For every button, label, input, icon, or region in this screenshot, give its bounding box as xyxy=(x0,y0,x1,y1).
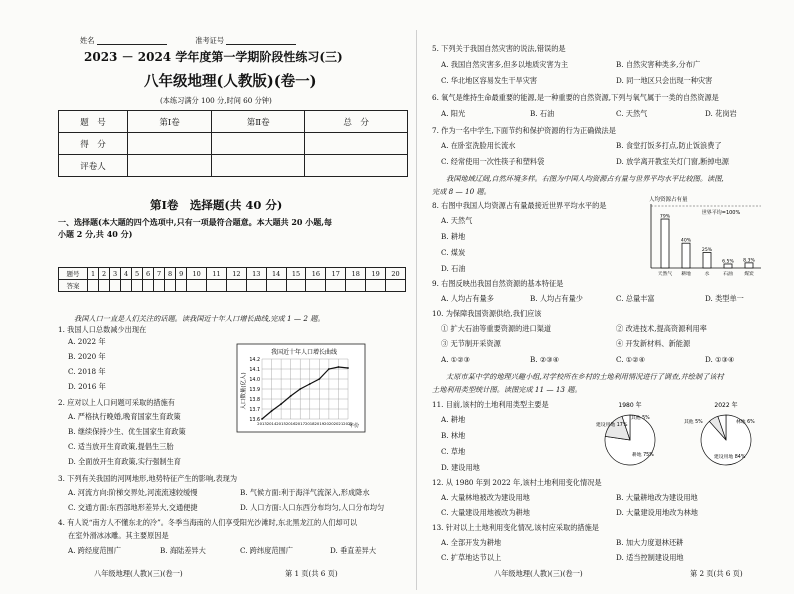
answer-grid-number: 6 xyxy=(143,268,154,280)
population-x-tick-label: 2021 xyxy=(333,421,344,426)
question-4-stem: 4. 有人说“南方人不懂东北的冷”。冬季当海南的人们享受阳光沙滩时,东北黑龙江的人们却可以 xyxy=(58,518,358,527)
answer-grid-number: 2 xyxy=(99,268,110,280)
question-6-stem: 6. 氧气是维持生命最重要的能源,是一种重要的自然资源,下列与氧气属于一类的自然资源是 xyxy=(432,93,719,102)
intro-q11-13-line2: 土地利用类型统计图。读图完成 11 — 13 题。 xyxy=(432,385,582,394)
pie-2022-label-construction: 建设用地 84% xyxy=(714,455,746,460)
answer-grid-cell[interactable] xyxy=(326,280,346,292)
answer-grid-number: 17 xyxy=(326,268,346,280)
pie-1980-label-other: 其他 5% xyxy=(631,416,650,421)
id-field[interactable] xyxy=(226,36,296,45)
q2-option-a[interactable]: A. 严格执行晚婚,晚育国家生育政策 xyxy=(68,412,181,421)
resource-bar-value-label: 8.3% xyxy=(743,258,755,264)
question-10-stem: 10. 为保障我国资源供给,我们应该 xyxy=(432,309,542,318)
score-row-label: 题 号 xyxy=(59,111,128,133)
question-3-stem: 3. 下列有关我国的河网地形,地势特征产生的影响,表现为 xyxy=(58,474,238,483)
header-fields xyxy=(80,36,296,45)
answer-grid-number: 1 xyxy=(88,268,99,280)
resource-chart xyxy=(643,192,763,280)
exam-title-line: 2023 － 2024 学年度第一学期阶段性练习(三) xyxy=(84,50,343,64)
population-y-tick-label: 13.6 xyxy=(249,417,260,423)
question-9-stem: 9. 右图反映出我国自然资源的基本特征是 xyxy=(432,279,564,288)
population-x-tick-label: 2017 xyxy=(295,421,306,426)
q13-option-d[interactable]: D. 适当控制建设用地 xyxy=(616,553,684,562)
q2-option-b[interactable]: B. 继续保持少生、优生国家生育政策 xyxy=(68,427,186,436)
answer-grid-number: 5 xyxy=(132,268,143,280)
section1-instructions: 一、选择题(本大题的四个选项中,只有一项最符合题意。本大题共 20 小题,每 xyxy=(58,217,333,227)
q10-choice-3: ③ 无节制开采资源 xyxy=(441,339,501,348)
population-point xyxy=(290,395,292,397)
answer-grid-number: 8 xyxy=(165,268,176,280)
answer-grid-cell[interactable] xyxy=(143,280,154,292)
q11-option-b[interactable]: B. 林地 xyxy=(441,431,466,440)
q10-option-c[interactable]: C. ①②④ xyxy=(616,355,646,364)
population-y-tick-label: 13.8 xyxy=(249,397,260,403)
question-1-stem: 1. 我国人口总数减少出现在 xyxy=(58,325,147,334)
exam-note: (本练习满分 100 分,时间 60 分钟) xyxy=(160,96,272,105)
footer-left: 八年级地理(人教)(三)(卷一) xyxy=(94,569,183,578)
score-cell[interactable] xyxy=(305,133,408,155)
answer-grid-label: 题号 xyxy=(59,268,88,280)
q13-option-c[interactable]: C. 扩草地达节以上 xyxy=(441,553,502,562)
q12-option-d[interactable]: D. 大量建设用地改为林地 xyxy=(616,508,698,517)
q12-option-a[interactable]: A. 大量林地被改为建设用地 xyxy=(441,493,530,502)
land-use-pies xyxy=(586,398,772,476)
population-point xyxy=(328,368,330,370)
q3-option-d[interactable]: D. 人口方面:人口东西分布均匀,人口分布均匀 xyxy=(240,503,385,512)
q5-option-a[interactable]: A. 我国自然灾害多,但多以地质灾害为主 xyxy=(441,60,569,69)
q2-option-c[interactable]: C. 适当放开生育政策,提倡生三胎 xyxy=(68,442,174,451)
q12-option-b[interactable]: B. 大量耕地改为建设用地 xyxy=(616,493,698,502)
q3-option-c[interactable]: C. 交通方面:东西部地形差异大,交通便捷 xyxy=(68,503,198,512)
question-12-stem: 12. 从 1980 年到 2022 年,该村土地利用变化情况是 xyxy=(432,478,602,487)
pie-2022-title: 2022 年 xyxy=(714,402,738,409)
score-row-label: 得 分 xyxy=(59,133,128,155)
q6-option-a[interactable]: A. 阳光 xyxy=(441,109,466,118)
score-cell[interactable] xyxy=(305,155,408,177)
footer-left-page: 第 1 页(共 6 页) xyxy=(285,569,338,578)
answer-grid-number: 10 xyxy=(187,268,207,280)
q1-option-d[interactable]: D. 2016 年 xyxy=(68,382,106,391)
intro-q11-13: 太原市某中学的地理兴趣小组,对学校所在乡村的土地利用情况进行了调查,并绘制了该村 xyxy=(446,372,724,381)
population-point xyxy=(271,410,273,412)
q6-option-d[interactable]: D. 花岗岩 xyxy=(705,109,737,118)
resource-category-label: 石油 xyxy=(723,272,733,277)
resource-bar xyxy=(745,263,753,268)
q3-option-b[interactable]: B. 气候方面:利于海洋气流深入,形成降水 xyxy=(240,488,370,497)
answer-grid-cell[interactable] xyxy=(266,280,286,292)
q11-option-d[interactable]: D. 建设用地 xyxy=(441,463,480,472)
answer-grid-cell[interactable] xyxy=(286,280,306,292)
score-cell[interactable] xyxy=(212,155,305,177)
q11-option-c[interactable]: C. 草地 xyxy=(441,447,466,456)
q10-choice-4: ④ 开发新材料、新能源 xyxy=(616,339,691,348)
pie-2022-label-other: 其他 5% xyxy=(684,420,703,425)
answer-grid-cell[interactable] xyxy=(366,280,386,292)
answer-grid-cell[interactable] xyxy=(386,280,406,292)
question-2-stem: 2. 应对以上人口问题可采取的措施有 xyxy=(58,398,175,407)
pie-1980-label-farmland: 耕地 75% xyxy=(632,453,654,458)
score-col-header: 第Ⅱ卷 xyxy=(212,111,305,133)
q5-option-b[interactable]: B. 自然灾害种类多,分布广 xyxy=(616,60,701,69)
population-point xyxy=(299,388,301,390)
q5-option-d[interactable]: D. 同一地区只会出现一种灾害 xyxy=(616,76,713,85)
resource-bar-value-label: 40% xyxy=(680,238,692,244)
answer-grid-number: 9 xyxy=(176,268,187,280)
resource-bar xyxy=(682,243,690,268)
pie-1980-title: 1980 年 xyxy=(618,402,642,409)
resource-category-label: 水 xyxy=(704,272,710,277)
answer-grid-number: 12 xyxy=(226,268,246,280)
q9-option-c[interactable]: C. 总量丰富 xyxy=(616,294,655,303)
answer-grid-cell[interactable] xyxy=(226,280,246,292)
answer-grid-cell[interactable] xyxy=(246,280,266,292)
intro-q8-10: 我国地域辽阔,自然环境多样。右图为中国人均资源占有量与世界平均水平比较图。读图, xyxy=(446,174,724,183)
q4-option-a[interactable]: A. 跨经度范围广 xyxy=(68,546,121,555)
pie-1980-label-construction: 建设用地 17% xyxy=(596,423,628,428)
resource-bar xyxy=(661,219,669,268)
resource-category-label: 煤炭 xyxy=(744,272,754,277)
resource-world-label: 世界平均=100% xyxy=(701,210,741,216)
answer-grid-number: 3 xyxy=(110,268,121,280)
q10-option-d[interactable]: D. ①③④ xyxy=(705,355,735,364)
q6-option-b[interactable]: B. 石油 xyxy=(530,109,555,118)
chart-ylabel: 人口数量(亿人) xyxy=(241,372,247,410)
answer-grid-number: 19 xyxy=(366,268,386,280)
q1-option-a[interactable]: A. 2022 年 xyxy=(68,337,106,346)
population-point xyxy=(347,367,349,369)
population-chart xyxy=(236,343,366,433)
q7-option-a[interactable]: A. 在卧室洗脸用长流水 xyxy=(441,141,516,150)
score-table xyxy=(58,110,408,177)
answer-grid-cell[interactable] xyxy=(165,280,176,292)
question-4-stem-2: 在室外滑冰冰雕。其主要原因是 xyxy=(68,531,169,540)
q5-option-c[interactable]: C. 华北地区容易发生干旱灾害 xyxy=(441,76,538,85)
q8-option-a[interactable]: A. 天然气 xyxy=(441,216,473,225)
resource-bar-value-label: 6.5% xyxy=(722,259,734,265)
chart-xlabel: 年份 xyxy=(348,423,360,429)
answer-grid-number: 15 xyxy=(286,268,306,280)
section1-title: 第Ⅰ卷 选择题(共 40 分) xyxy=(150,198,283,212)
resource-bar-value-label: 79% xyxy=(659,214,671,220)
resource-bar xyxy=(724,264,732,268)
q2-option-d[interactable]: D. 全面放开生育政策,实行强制生育 xyxy=(68,457,181,466)
answer-grid-cell[interactable] xyxy=(207,280,227,292)
population-x-tick-label: 2018 xyxy=(304,421,315,426)
answer-grid-number: 11 xyxy=(207,268,227,280)
population-x-tick-label: 2014 xyxy=(266,421,277,426)
population-x-tick-label: 2019 xyxy=(314,421,325,426)
q9-option-d[interactable]: D. 类型单一 xyxy=(705,294,744,303)
q4-option-c[interactable]: C. 跨纬度范围广 xyxy=(240,546,293,555)
q9-option-a[interactable]: A. 人均占有量多 xyxy=(441,294,494,303)
q7-option-b[interactable]: B. 食堂打饭多打点,防止饭浪费了 xyxy=(616,141,722,150)
question-5-stem: 5. 下列关于我国自然灾害的说法,错误的是 xyxy=(432,44,566,53)
q6-option-c[interactable]: C. 天然气 xyxy=(616,109,648,118)
answer-grid-cell[interactable] xyxy=(346,280,366,292)
population-point xyxy=(309,383,311,385)
chart-title: 我国近十年人口增长曲线 xyxy=(270,349,338,356)
section1-instructions: 小题 2 分,共 40 分) xyxy=(58,229,133,239)
answer-grid-cell[interactable] xyxy=(154,280,165,292)
subject-title: 八年级地理(人教版)(卷一) xyxy=(144,73,317,90)
resource-chart-title: 人均资源占有量 xyxy=(649,197,688,203)
q3-option-a[interactable]: A. 河流方向:阶梯交界处,河流流速较缓慢 xyxy=(68,488,198,497)
question-11-stem: 11. 目前,该村的土地利用类型主要是 xyxy=(432,400,549,409)
population-x-tick-label: 2016 xyxy=(285,421,296,426)
q1-option-b[interactable]: B. 2020 年 xyxy=(68,352,106,361)
q13-option-a[interactable]: A. 全部开发为耕地 xyxy=(441,538,502,547)
q12-option-c[interactable]: C. 大量建设用地被改为耕地 xyxy=(441,508,530,517)
population-point xyxy=(338,366,340,368)
score-row-label: 评卷人 xyxy=(59,155,128,177)
q10-choice-1: ① 扩大石油等重要资源的进口渠道 xyxy=(441,324,552,333)
q4-option-b[interactable]: B. 海陆差异大 xyxy=(160,546,206,555)
q8-option-b[interactable]: B. 耕地 xyxy=(441,232,466,241)
q10-option-b[interactable]: B. ②③④ xyxy=(530,355,560,364)
resource-category-label: 耕地 xyxy=(681,272,691,277)
population-point xyxy=(280,403,282,405)
population-y-tick-label: 14.0 xyxy=(249,377,260,383)
answer-grid-cell[interactable] xyxy=(110,280,121,292)
q7-option-c[interactable]: C. 经常使用一次性筷子和塑料袋 xyxy=(441,157,545,166)
answer-grid-cell[interactable] xyxy=(99,280,110,292)
answer-grid-cell[interactable] xyxy=(176,280,187,292)
answer-grid-number: 18 xyxy=(346,268,366,280)
answer-grid-label: 答案 xyxy=(59,280,88,292)
name-label: 姓名 xyxy=(80,36,95,45)
answer-grid-cell[interactable] xyxy=(306,280,326,292)
pie-2022-label-forest: 林地 6% xyxy=(736,420,755,425)
answer-grid-number: 4 xyxy=(121,268,132,280)
resource-bar-value-label: 25% xyxy=(701,248,713,253)
question-13-stem: 13. 针对以上土地利用变化情况,该村应采取的措施是 xyxy=(432,523,599,532)
answer-grid-number: 7 xyxy=(154,268,165,280)
population-x-tick-label: 2013 xyxy=(257,421,267,426)
score-col-header: 总 分 xyxy=(305,111,408,133)
id-label: 准考证号 xyxy=(195,36,225,45)
q11-option-a[interactable]: A. 耕地 xyxy=(441,415,466,424)
q8-option-d[interactable]: D. 石油 xyxy=(441,264,466,273)
resource-category-label: 天然气 xyxy=(657,272,673,277)
population-x-tick-label: 2020 xyxy=(324,421,334,426)
answer-grid-number: 20 xyxy=(386,268,406,280)
answer-grid-number: 13 xyxy=(246,268,266,280)
answer-grid-cell[interactable] xyxy=(121,280,132,292)
intro-q1-2: 我国人口一直是人们关注的话题。读我国近十年人口增长曲线,完成 1 — 2 题。 xyxy=(74,314,325,323)
q8-option-c[interactable]: C. 煤炭 xyxy=(441,248,466,257)
footer-right: 八年级地理(人教)(三)(卷一) xyxy=(494,569,583,578)
population-y-tick-label: 13.7 xyxy=(249,407,260,413)
question-8-stem: 8. 右图中我国人均资源占有量最接近世界平均水平的是 xyxy=(432,201,607,210)
resource-bar xyxy=(703,253,711,269)
population-point xyxy=(261,418,263,420)
q13-option-b[interactable]: B. 加大力度退林还耕 xyxy=(616,538,684,547)
answer-grid-number: 16 xyxy=(306,268,326,280)
q1-option-c[interactable]: C. 2018 年 xyxy=(68,367,106,376)
population-y-tick-label: 14.2 xyxy=(249,357,260,363)
score-col-header: 第Ⅰ卷 xyxy=(128,111,212,133)
answer-grid-cell[interactable] xyxy=(132,280,143,292)
population-x-tick-label: 2022 xyxy=(343,421,353,426)
answer-grid xyxy=(58,267,406,292)
population-y-tick-label: 14.1 xyxy=(249,367,260,373)
answer-grid-cell[interactable] xyxy=(88,280,99,292)
population-x-tick-label: 2015 xyxy=(276,421,286,426)
q9-option-b[interactable]: B. 人均占有量少 xyxy=(530,294,583,303)
question-7-stem: 7. 作为一名中学生,下面节约和保护资源的行为正确做法是 xyxy=(432,126,616,135)
answer-grid-number: 14 xyxy=(266,268,286,280)
intro-q8-10-line2: 完成 8 — 10 题。 xyxy=(432,187,491,196)
page-divider xyxy=(416,30,417,590)
answer-grid-cell[interactable] xyxy=(187,280,207,292)
name-field[interactable] xyxy=(97,36,167,45)
population-point xyxy=(318,378,320,380)
footer-right-page: 第 2 页(共 6 页) xyxy=(690,569,743,578)
q10-option-a[interactable]: A. ①②③ xyxy=(441,355,471,364)
score-cell[interactable] xyxy=(128,133,212,155)
population-y-tick-label: 13.9 xyxy=(249,387,260,393)
q7-option-d[interactable]: D. 放学离开教室关灯门窗,断掉电源 xyxy=(616,157,729,166)
score-cell[interactable] xyxy=(212,133,305,155)
q4-option-d[interactable]: D. 垂直差异大 xyxy=(330,546,377,555)
score-cell[interactable] xyxy=(128,155,212,177)
q10-choice-2: ② 改进技术,提高资源利用率 xyxy=(616,324,707,333)
